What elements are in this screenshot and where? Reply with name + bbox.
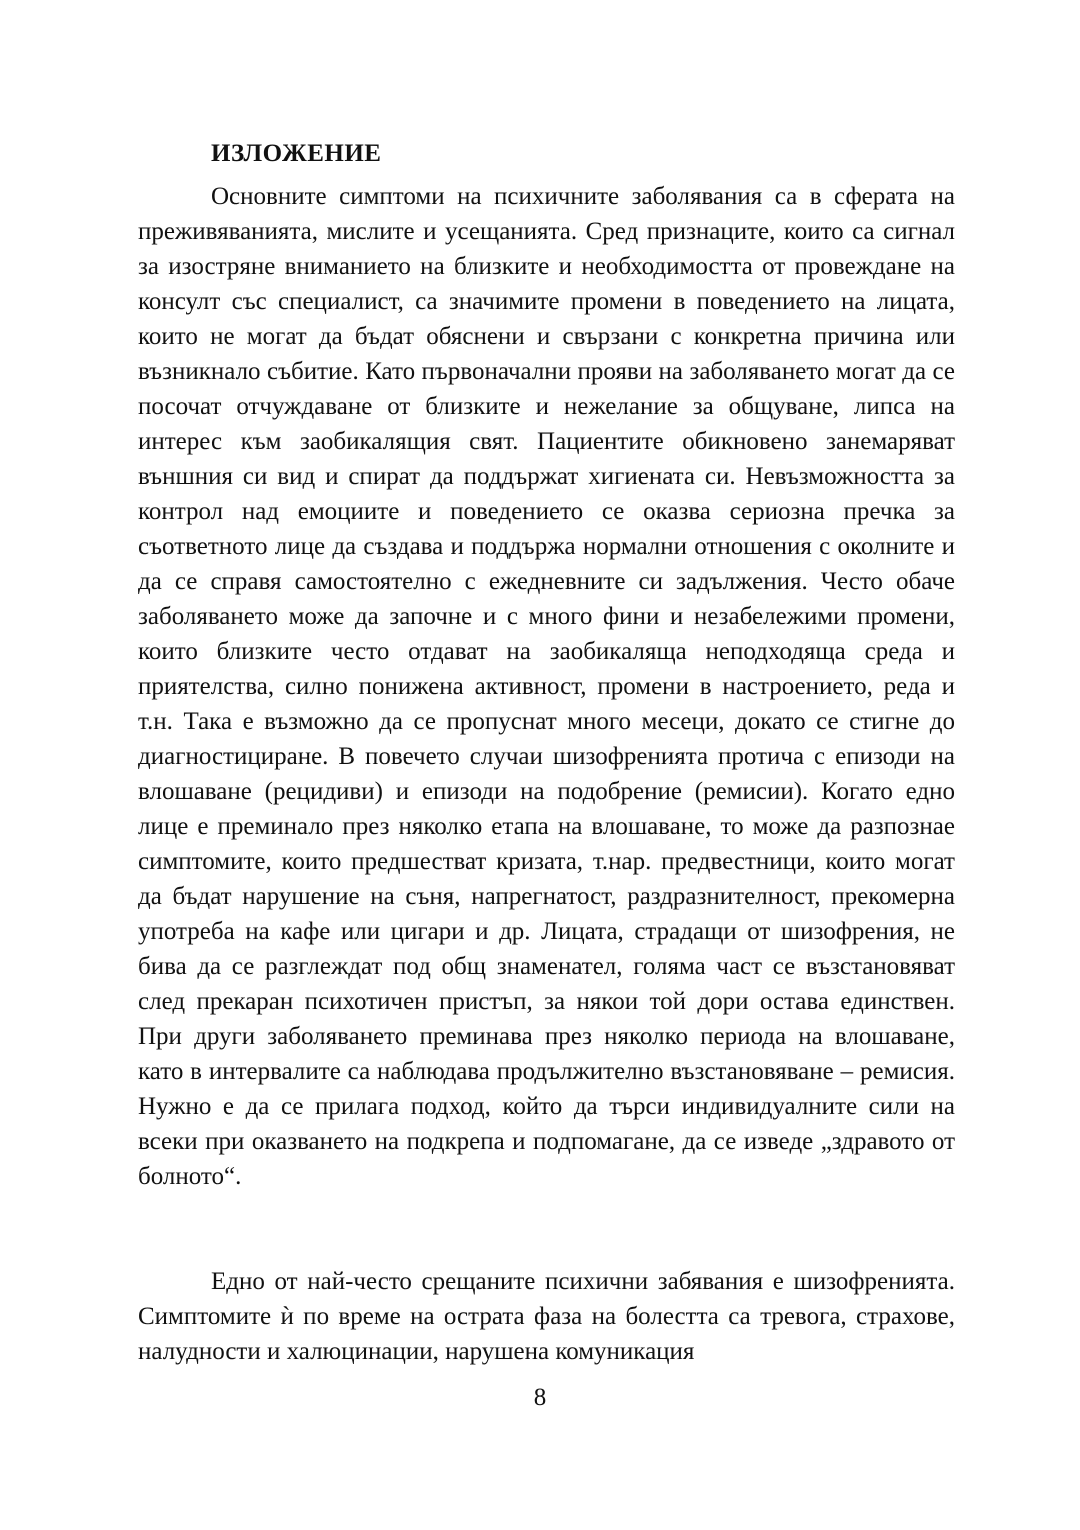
body-paragraph: Основните симптоми на психичните заболявания са в сферата на преживяванията, мислите и усещанията. Сред признаците, които са сигнал за изостряне вниманието на близките и необходимостта от провеждане на консулт със специалист, са значимите промени в поведението на лицата, които не могат да бъдат обяснени и свързани с конкретна причина или възникнало събитие. Като първоначални прояви на заболяването могат да се посочат отчуждаване от близките и нежелание за общуване, липса на интерес към заобикалящия свят. Пациентите обикновено занемаряват външния си вид и спират да поддържат хигиената си. Невъзможността за контрол над емоциите и поведението се оказва сериозна пречка за съответното лице да създава и поддържа нормални отношения с околните и да се справя самостоятелно с ежедневните си задължения. Често обаче заболяването може да започне и с много фини и незабележими промени, които близките често отдават на заобикаляща неподходяща среда и приятелства, силно понижена активност, промени в настроението, реда и т.н. Така е възможно да се пропуснат много месеци, докато се стигне до диагностициране. В повечето случаи шизофренията протича с епизоди на влошаване (рецидиви) и епизоди на подобрение (ремисии). Когато едно лице е преминало през няколко етапа на влошаване, то може да разпознае симптомите, които предшестват кризата, т.нар. предвестници, които могат да бъдат нарушение на съня, напрегнатост, раздразнителност, прекомерна употреба на кафе или цигари и др. Лицата, страдащи от шизофрения, не бива да се разглеждат под общ знаменател, голяма част се възстановяват след прекаран психотичен пристъп, за някои той дори остава единствен. При други заболяването преминава през няколко периода на влошаване, като в интервалите са наблюдава продължително възстановяване – ремисия. Нужно е да се прилага подход, който да търси индивидуалните сили на всеки при оказването на подкрепа и подпомагане, да се изведе „здравото от болното“. bbox=[138, 183, 955, 1190]
page-number: 8 bbox=[533, 1384, 547, 1411]
body-paragraph: Едно от най-често срещаните психични забявания е шизофренията. Симптомите ѝ по време на острата фаза на болестта са тревога, страхове, налудности и халюцинации, нарушена комуникация bbox=[138, 1268, 955, 1365]
section-heading: ИЗЛОЖЕНИЕ bbox=[211, 140, 382, 167]
